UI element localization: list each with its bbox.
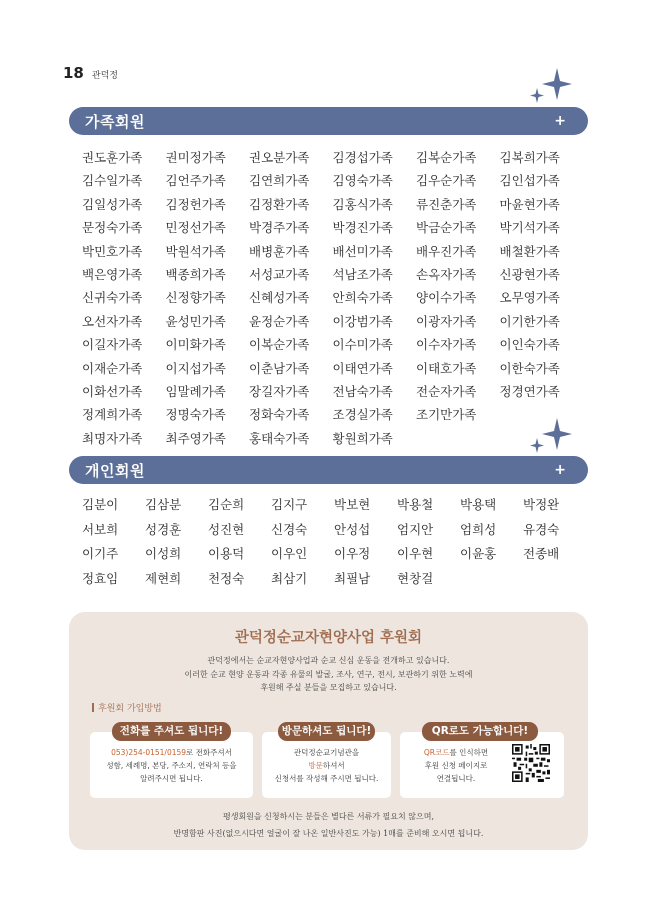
list-item: 이윤홍 bbox=[460, 546, 497, 561]
list-item: 김정헌가족 bbox=[165, 196, 226, 212]
plus-icon: + bbox=[554, 462, 566, 478]
list-item: 김언주가족 bbox=[165, 173, 226, 189]
list-item: 박원석가족 bbox=[165, 243, 226, 259]
list-item: 신귀숙가족 bbox=[82, 290, 143, 306]
list-item: 안성섭 bbox=[334, 521, 371, 537]
list-item: 이수자가족 bbox=[416, 337, 477, 353]
list-item: 장길자가족 bbox=[249, 383, 310, 399]
list-item bbox=[460, 567, 523, 592]
list-item: 박민호가족 bbox=[82, 243, 143, 259]
list-item: 조경실가족 bbox=[332, 407, 393, 423]
support-footer: 평생회원을 신청하시는 분들은 별다른 서류가 필요치 않으며, 반명함판 사진(없으시다면 얼굴이 잘 나온 일반사진도 가능) 1매를 준비해 오시면 됩니다. bbox=[173, 812, 484, 838]
list-item: 백은영가족 bbox=[82, 266, 143, 282]
sparkle-icon bbox=[527, 418, 573, 456]
join-method-label: 후원회 가입방법 bbox=[92, 701, 162, 714]
list-item: 서성교가족 bbox=[249, 266, 310, 282]
list-item: 이용덕 bbox=[208, 546, 245, 561]
list-item: 김복희가족 bbox=[499, 150, 560, 165]
list-item: 홍태숙가족 bbox=[249, 430, 310, 446]
list-item: 백종희가족 bbox=[165, 266, 226, 282]
list-item: 양이수가족 bbox=[416, 290, 477, 306]
list-item: 김홍식가족 bbox=[332, 196, 393, 212]
support-desc-line: 후원해 주실 분들을 모집하고 있습니다. bbox=[260, 683, 397, 692]
list-item: 이태연가족 bbox=[332, 360, 393, 376]
list-item: 이태호가족 bbox=[416, 360, 477, 376]
list-item: 배병훈가족 bbox=[249, 243, 310, 259]
list-item: 이복순가족 bbox=[249, 337, 310, 353]
list-item: 김분이 bbox=[82, 497, 119, 512]
list-item: 이지섭가족 bbox=[165, 360, 226, 376]
list-item: 이우인 bbox=[271, 546, 308, 561]
label-bar-icon bbox=[92, 703, 94, 712]
list-item: 엄지안 bbox=[397, 521, 434, 537]
list-item: 김인섭가족 bbox=[499, 173, 560, 189]
list-item: 안희숙가족 bbox=[332, 290, 393, 306]
qr-code-icon[interactable] bbox=[512, 744, 550, 782]
list-item: 임말례가족 bbox=[165, 383, 226, 399]
list-item: 박정완 bbox=[523, 497, 560, 512]
list-item: 이기한가족 bbox=[499, 313, 560, 329]
list-item: 박경진가족 bbox=[332, 220, 393, 236]
list-item: 이강범가족 bbox=[332, 313, 393, 329]
list-item: 김영숙가족 bbox=[332, 173, 393, 189]
qr-card-tab: QR로도 가능합니다! bbox=[422, 722, 538, 741]
list-item: 손옥자가족 bbox=[416, 266, 477, 282]
list-item bbox=[523, 567, 586, 592]
list-item: 김수일가족 bbox=[82, 173, 143, 189]
list-item: 박기석가족 bbox=[499, 220, 560, 236]
list-item: 윤정순가족 bbox=[249, 313, 310, 329]
list-item: 전순자가족 bbox=[416, 383, 477, 399]
list-item: 배우진가족 bbox=[416, 243, 477, 259]
support-description bbox=[69, 654, 588, 695]
list-item: 현창걸 bbox=[397, 570, 434, 586]
family-member-list bbox=[82, 146, 583, 450]
list-item: 이길자가족 bbox=[82, 337, 143, 353]
list-item: 김우순가족 bbox=[416, 173, 477, 189]
page-header bbox=[63, 64, 118, 82]
list-item: 성진현 bbox=[208, 521, 245, 537]
phone-card bbox=[90, 725, 253, 798]
list-item: 이화선가족 bbox=[82, 383, 143, 399]
list-item: 정명숙가족 bbox=[165, 407, 226, 423]
phone-card-text: 053)254-0151/0159로 전화주셔서 성함, 세례명, 본당, 주소지, 연락처 등을 알려주시면 됩니다. bbox=[106, 748, 237, 783]
list-item: 박금순가족 bbox=[416, 220, 477, 236]
individual-section-header bbox=[69, 456, 588, 484]
list-item: 이인숙가족 bbox=[499, 337, 560, 353]
list-item: 이재순가족 bbox=[82, 360, 143, 376]
list-item: 엄희성 bbox=[460, 521, 497, 537]
list-item: 박용철 bbox=[397, 497, 434, 512]
support-society-box bbox=[69, 612, 588, 850]
list-item: 류진춘가족 bbox=[416, 196, 477, 212]
qr-card-text: QR코드를 인식하면 후원 신청 페이지로 연결됩니다. bbox=[423, 748, 489, 783]
list-item: 이광자가족 bbox=[416, 313, 477, 329]
list-item: 이미화가족 bbox=[165, 337, 226, 353]
list-item: 전종배 bbox=[523, 546, 560, 561]
list-item: 유경숙 bbox=[523, 521, 560, 537]
running-title: 관덕정 bbox=[91, 71, 118, 81]
list-item: 문정숙가족 bbox=[82, 220, 143, 236]
list-item: 김지구 bbox=[271, 497, 308, 512]
list-item: 정계희가족 bbox=[82, 407, 143, 423]
phone-card-tab: 전화를 주셔도 됩니다! bbox=[112, 722, 231, 741]
list-item: 최주영가족 bbox=[165, 430, 226, 446]
list-item: 이춘남가족 bbox=[249, 360, 310, 376]
visit-card-text: 관덕정순교기념관을 방문하셔서 신청서를 작성해 주시면 됩니다. bbox=[274, 748, 379, 783]
list-item: 조기만가족 bbox=[416, 407, 477, 423]
list-item: 권미정가족 bbox=[165, 150, 226, 165]
list-item: 이우현 bbox=[397, 546, 434, 561]
list-item: 박경주가족 bbox=[249, 220, 310, 236]
list-item: 신경숙 bbox=[271, 521, 308, 537]
list-item: 오무영가족 bbox=[499, 290, 560, 306]
visit-card-tab: 방문하셔도 됩니다! bbox=[278, 722, 375, 741]
qr-card bbox=[400, 725, 564, 798]
list-item: 신혜성가족 bbox=[249, 290, 310, 306]
list-item: 신정향가족 bbox=[165, 290, 226, 306]
list-item: 권오분가족 bbox=[249, 150, 310, 165]
list-item: 황원희가족 bbox=[332, 430, 393, 446]
list-item: 석남조가족 bbox=[332, 266, 393, 282]
page-number: 18 bbox=[63, 64, 84, 82]
list-item: 김순희 bbox=[208, 497, 245, 512]
sparkle-icon bbox=[527, 68, 573, 106]
individual-member-list bbox=[82, 493, 586, 591]
list-item: 윤성민가족 bbox=[165, 313, 226, 329]
list-item: 오선자가족 bbox=[82, 313, 143, 329]
list-item: 이우정 bbox=[334, 546, 371, 561]
list-item: 박용택 bbox=[460, 497, 497, 512]
list-item: 정효임 bbox=[82, 570, 119, 586]
list-item: 전남숙가족 bbox=[332, 383, 393, 399]
list-item: 김일성가족 bbox=[82, 196, 143, 212]
list-item: 이한숙가족 bbox=[499, 360, 560, 376]
list-item: 신광현가족 bbox=[499, 266, 560, 282]
phone-number: 053)254-0151/0159 bbox=[111, 748, 187, 757]
support-title: 관덕정순교자현양사업 후원회 bbox=[234, 630, 423, 646]
list-item: 배선미가족 bbox=[332, 243, 393, 259]
list-item: 김삼분 bbox=[145, 497, 182, 512]
individual-section-title: 개인회원 bbox=[85, 461, 145, 480]
list-item: 최필남 bbox=[334, 570, 371, 586]
list-item: 성경훈 bbox=[145, 521, 182, 537]
list-item: 김연희가족 bbox=[249, 173, 310, 189]
list-item: 최삼기 bbox=[271, 570, 308, 586]
list-item: 마윤현가족 bbox=[499, 196, 560, 212]
list-item: 김경섭가족 bbox=[332, 150, 393, 165]
list-item: 이성희 bbox=[145, 546, 182, 561]
list-item: 이기주 bbox=[82, 546, 119, 561]
list-item: 이수미가족 bbox=[332, 337, 393, 353]
list-item: 민정선가족 bbox=[165, 220, 226, 236]
family-section-title: 가족회원 bbox=[85, 112, 145, 131]
support-desc-line: 관덕정에서는 순교자현양사업과 순교 신심 운동을 전개하고 있습니다. bbox=[207, 656, 450, 665]
list-item: 천정숙 bbox=[208, 570, 245, 586]
list-item: 박보현 bbox=[334, 497, 371, 512]
list-item: 제현희 bbox=[145, 570, 182, 586]
list-item: 권도훈가족 bbox=[82, 150, 143, 165]
list-item: 배철환가족 bbox=[499, 243, 560, 259]
list-item: 정경연가족 bbox=[499, 383, 560, 399]
list-item: 김복순가족 bbox=[416, 150, 477, 165]
list-item: 정화숙가족 bbox=[249, 407, 310, 423]
list-item: 서보희 bbox=[82, 521, 119, 537]
list-item: 김정환가족 bbox=[249, 196, 310, 212]
list-item: 최명자가족 bbox=[82, 430, 143, 446]
support-desc-line: 이러한 순교 현양 운동과 각종 유물의 발굴, 조사, 연구, 전시, 보관하기 위한 노력에 bbox=[184, 669, 473, 679]
plus-icon: + bbox=[554, 113, 566, 129]
visit-card bbox=[262, 725, 391, 798]
family-section-header bbox=[69, 107, 588, 135]
